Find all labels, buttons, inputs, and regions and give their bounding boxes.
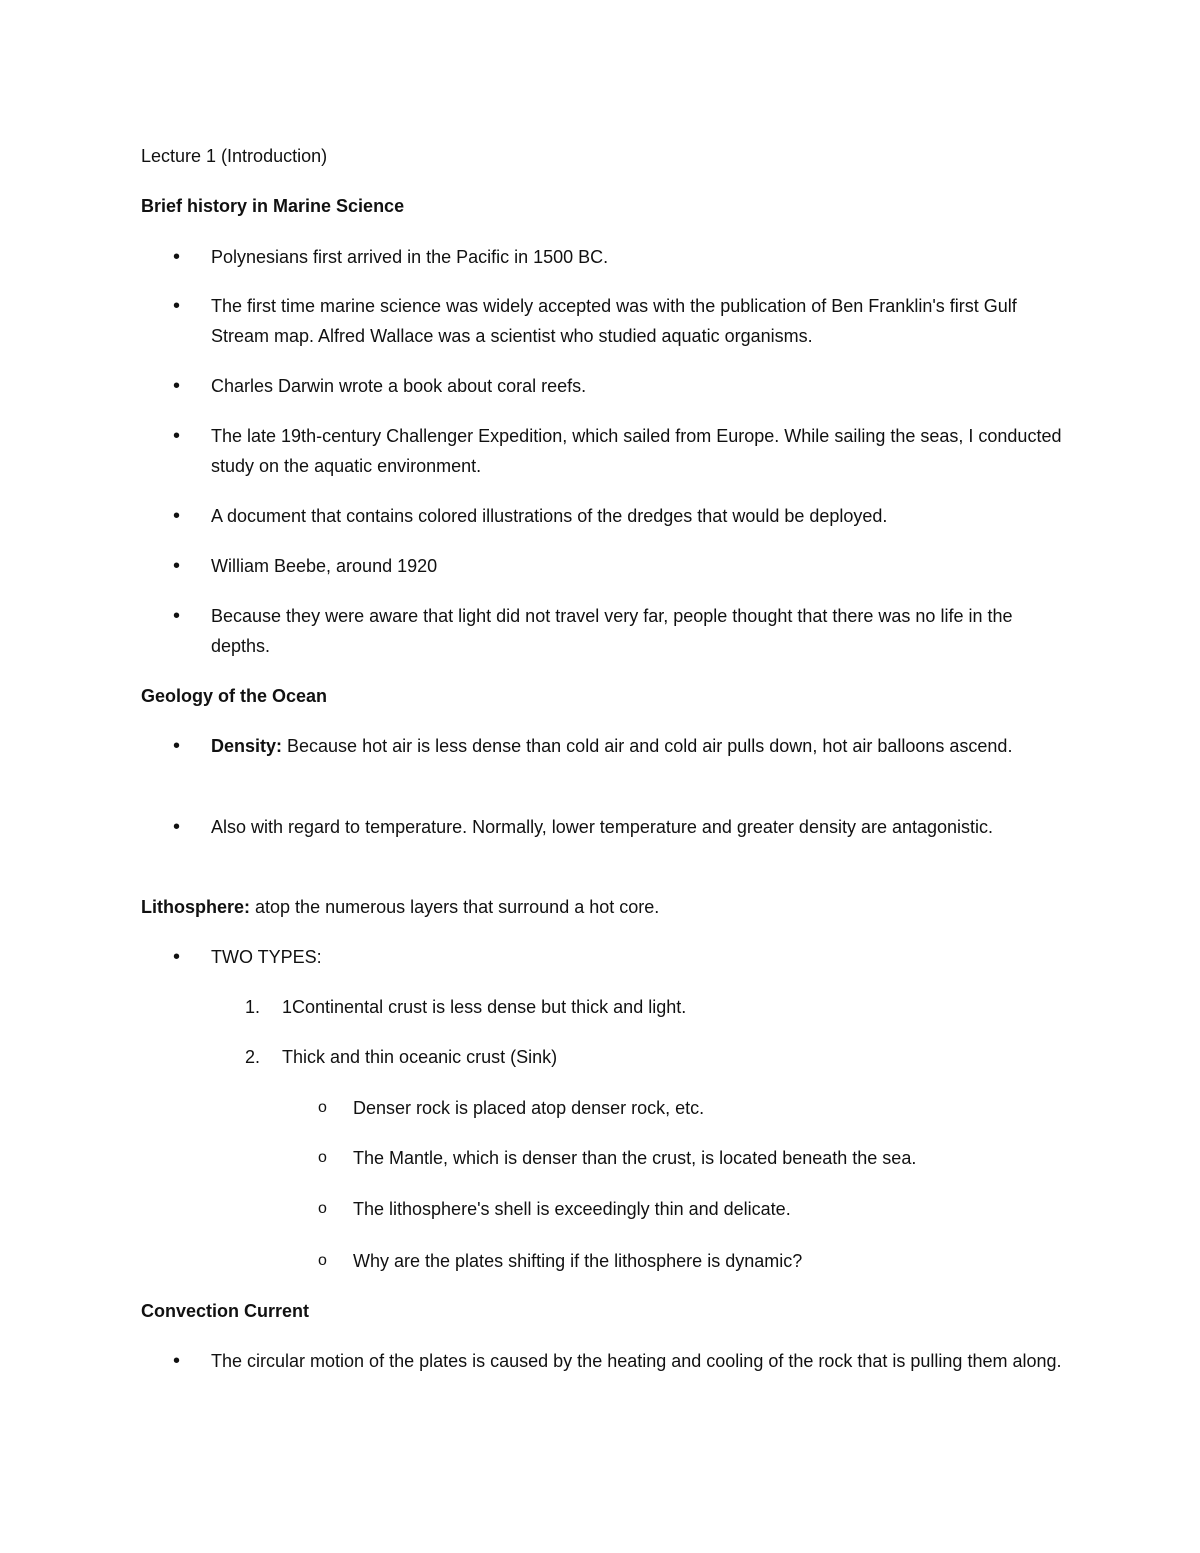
list-item-text: Because they were aware that light did not travel very far, people thought that there was no life in the depths. (211, 606, 1013, 656)
sub-list-item (318, 1143, 1071, 1173)
sub-bullet-marker: o (318, 1099, 327, 1116)
list-item (173, 1346, 1071, 1376)
list-item (173, 812, 1071, 842)
bullet-marker: • (173, 1350, 181, 1372)
numbered-item-text: 1Continental crust is less dense but thick and light. (282, 997, 687, 1017)
numbered-item-text: Thick and thin oceanic crust (Sink) (282, 1047, 558, 1067)
sub-bullet-marker: o (318, 1200, 327, 1217)
bullet-marker: • (173, 946, 181, 968)
sub-list-item-text: Why are the plates shifting if the lithosphere is dynamic? (353, 1251, 803, 1271)
bullet-marker: • (173, 816, 181, 838)
list-item-text: The circular motion of the plates is caused by the heating and cooling of the rock that is pulling them along. (211, 1351, 1062, 1371)
bullet-marker: • (173, 555, 181, 577)
list-item (173, 551, 1071, 581)
section-heading-geology: Geology of the Ocean (141, 686, 328, 706)
bullet-marker: • (173, 735, 181, 757)
density-definition: Because hot air is less dense than cold air and cold air pulls down, hot air balloons ascend. (282, 736, 1013, 756)
sub-list-item (318, 1093, 1071, 1123)
list-item-text: Charles Darwin wrote a book about coral reefs. (211, 376, 587, 396)
numbered-item (245, 992, 1071, 1022)
sub-list-item (318, 1246, 1071, 1276)
list-item (173, 501, 1071, 531)
number-marker: 1. (245, 997, 261, 1017)
bullet-marker: • (173, 295, 181, 317)
sub-bullet-marker: o (318, 1149, 327, 1166)
list-item-text: The late 19th-century Challenger Expedition, which sailed from Europe. While sailing the seas, I conducted study on the aquatic environment. (211, 426, 1062, 476)
sub-list-item-text: The Mantle, which is denser than the crust, is located beneath the sea. (353, 1148, 917, 1168)
lecture-title: Lecture 1 (Introduction) (141, 146, 328, 166)
list-item (173, 942, 1071, 972)
bullet-marker: • (173, 425, 181, 447)
list-item (173, 242, 1071, 272)
sub-bullet-marker: o (318, 1252, 327, 1269)
list-item-text (211, 731, 1071, 761)
bullet-marker: • (173, 375, 181, 397)
list-item-text: TWO TYPES: (211, 947, 322, 967)
lithosphere-definition: atop the numerous layers that surround a hot core. (250, 897, 660, 917)
sub-list-item-text: Denser rock is placed atop denser rock, etc. (353, 1098, 705, 1118)
sub-list-item (318, 1194, 1071, 1224)
term-density: Density: (211, 736, 283, 756)
bullet-marker: • (173, 605, 181, 627)
list-item (173, 731, 1071, 761)
list-item-text: William Beebe, around 1920 (211, 556, 438, 576)
bullet-marker: • (173, 246, 181, 268)
lithosphere-paragraph (141, 892, 1071, 922)
list-item-text: Polynesians first arrived in the Pacific in 1500 BC. (211, 247, 609, 267)
sub-list-item-text: The lithosphere's shell is exceedingly thin and delicate. (353, 1199, 791, 1219)
list-item (173, 371, 1071, 401)
list-item (173, 601, 1071, 661)
list-item (173, 291, 1071, 351)
list-item-text: The first time marine science was widely accepted was with the publication of Ben Franklin's first Gulf Stream map. Alfred Wallace was a scientist who studied aquatic organisms. (211, 296, 1017, 346)
list-item-text: Also with regard to temperature. Normally, lower temperature and greater density are antagonistic. (211, 817, 994, 837)
list-item (173, 421, 1071, 481)
number-marker: 2. (245, 1047, 261, 1067)
bullet-marker: • (173, 505, 181, 527)
term-lithosphere: Lithosphere: (141, 897, 251, 917)
list-item-text: A document that contains colored illustrations of the dredges that would be deployed. (211, 506, 888, 526)
numbered-item (245, 1042, 1071, 1072)
section-heading-convection: Convection Current (141, 1301, 310, 1321)
section-heading-history: Brief history in Marine Science (141, 196, 405, 216)
